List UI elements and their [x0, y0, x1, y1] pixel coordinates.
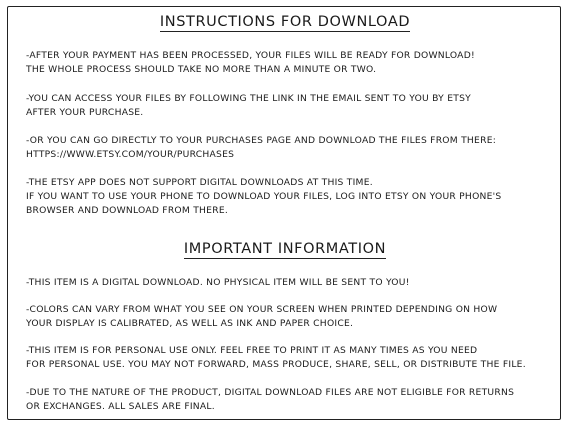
- download-paragraph-purchases-page: [26, 134, 556, 162]
- download-paragraph-email-link: [26, 92, 556, 120]
- paragraph-line: -YOU CAN ACCESS YOUR FILES BY FOLLOWING THE LINK IN THE EMAIL SENT TO YOU BY ETSY: [26, 93, 471, 104]
- paragraph-line: IF YOU WANT TO USE YOUR PHONE TO DOWNLOAD YOUR FILES, LOG INTO ETSY ON YOUR PHONE'S: [26, 191, 502, 202]
- important-paragraph-returns: [26, 386, 556, 414]
- paragraph-line: FOR PERSONAL USE. YOU MAY NOT FORWARD, MASS PRODUCE, SHARE, SELL, OR DISTRIBUTE THE FILE.: [26, 359, 526, 370]
- paragraph-line: BROWSER AND DOWNLOAD FROM THERE.: [26, 205, 229, 216]
- paragraph-line: -THE ETSY APP DOES NOT SUPPORT DIGITAL DOWNLOADS AT THIS TIME.: [26, 177, 373, 188]
- paragraph-line: -AFTER YOUR PAYMENT HAS BEEN PROCESSED, YOUR FILES WILL BE READY FOR DOWNLOAD!: [26, 50, 475, 61]
- purchases-url: HTTPS://WWW.ETSY.COM/YOUR/PURCHASES: [26, 149, 235, 160]
- paragraph-line: -DUE TO THE NATURE OF THE PRODUCT, DIGITAL DOWNLOAD FILES ARE NOT ELIGIBLE FOR RETURNS: [26, 387, 515, 398]
- important-paragraph-personal-use: [26, 344, 556, 372]
- paragraph-line: AFTER YOUR PURCHASE.: [26, 107, 144, 118]
- paragraph-line: -THIS ITEM IS A DIGITAL DOWNLOAD. NO PHYSICAL ITEM WILL BE SENT TO YOU!: [26, 277, 410, 288]
- paragraph-line: OR EXCHANGES. ALL SALES ARE FINAL.: [26, 401, 215, 412]
- paragraph-line: -COLORS CAN VARY FROM WHAT YOU SEE ON YOUR SCREEN WHEN PRINTED DEPENDING ON HOW: [26, 304, 498, 315]
- paragraph-line: YOUR DISPLAY IS CALIBRATED, AS WELL AS INK AND PAPER CHOICE.: [26, 318, 354, 329]
- paragraph-line: -THIS ITEM IS FOR PERSONAL USE ONLY. FEEL FREE TO PRINT IT AS MANY TIMES AS YOU NEED: [26, 345, 478, 356]
- important-paragraph-colors: [26, 303, 556, 331]
- download-instructions-heading: [0, 14, 570, 30]
- important-information-title: IMPORTANT INFORMATION: [183, 241, 387, 257]
- important-paragraph-digital-download: [26, 276, 556, 290]
- download-paragraph-etsy-app: [26, 176, 556, 218]
- download-paragraph-payment: [26, 49, 556, 77]
- download-instructions-title: INSTRUCTIONS FOR DOWNLOAD: [159, 14, 411, 30]
- paragraph-line: THE WHOLE PROCESS SHOULD TAKE NO MORE THAN A MINUTE OR TWO.: [26, 64, 377, 75]
- paragraph-line: -OR YOU CAN GO DIRECTLY TO YOUR PURCHASES PAGE AND DOWNLOAD THE FILES FROM THERE:: [26, 135, 497, 146]
- important-information-heading: [0, 241, 570, 257]
